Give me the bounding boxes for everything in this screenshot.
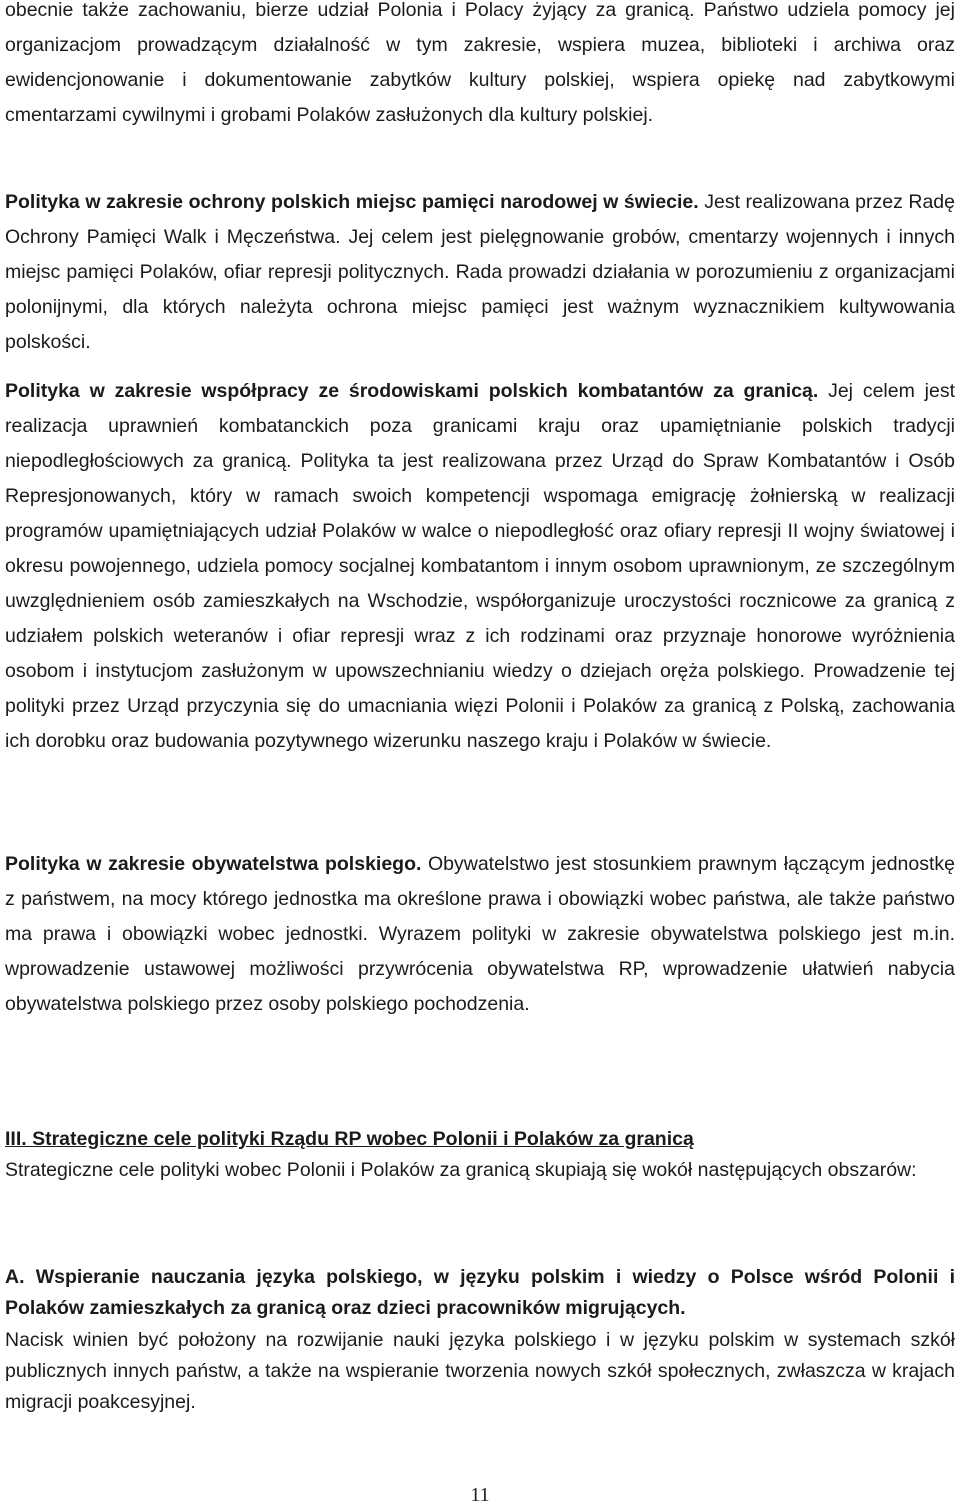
paragraph-text: Nacisk winien być położony na rozwijanie nauki języka polskiego i w języku polskim w systemach szkół publicznych innych państw, a także na wspieranie tworzenia nowych szkół społecznych, zwłaszcza w krajach migracji poakcesyjnej. [5,1329,955,1413]
paragraph-lead: Polityka w zakresie obywatelstwa polskiego. [5,853,422,875]
paragraph-memorial-sites-policy [5,185,955,360]
section-strategic-goals [5,1124,955,1186]
subsection-heading-a [5,1262,955,1324]
subsection-heading-text: A. Wspieranie nauczania języka polskiego, w języku polskim i wiedzy o Polsce wśród Polonii i Polaków zamieszkałych za granicą oraz dzieci pracowników migrujących. [5,1266,955,1319]
paragraph-language-teaching [5,1325,955,1418]
section-heading: III. Strategiczne cele polityki Rządu RP wobec Polonii i Polaków za granicą [5,1128,694,1150]
page-number: 11 [470,1484,490,1506]
paragraph-lead: Polityka w zakresie współpracy ze środowiskami polskich kombatantów za granicą. [5,380,819,402]
paragraph-lead: Polityka w zakresie ochrony polskich miejsc pamięci narodowej w świecie. [5,191,699,213]
paragraph-text: Jej celem jest realizacja uprawnień kombatanckich poza granicami kraju oraz upamiętnianie polskich tradycji niepodległościowych za granicą. Polityka ta jest realizowana przez Urząd do Spraw Kombatantów i Osób Represjonowanych, który w ramach swoich kompetencji wspomaga emigrację żołnierską w realizacji programów upamiętniających udział Polaków w walce o niepodległość oraz ofiary represji II wojny światowej i okresu powojennego, udziela pomocy socjalnej kombatantom i innym osobom uprawnionym, ze szczególnym uwzględnieniem osób zamieszkałych na Wschodzie, współorganizuje uroczystości rocznicowe za granicą z udziałem polskich weteranów i ofiar represji wraz z ich rodzinami oraz przyznaje honorowe wyróżnienia osobom i instytucjom zasłużonym w upowszechnianiu wiedzy o dziejach oręża polskiego. Prowadzenie tej polityki przez Urząd przyczynia się do umacniania więzi Polonii i Polaków za granicą z Polską, zachowania ich dorobku oraz budowania pozytywnego wizerunku naszego kraju i Polaków w świecie. [5,380,955,752]
paragraph-citizenship-policy [5,847,955,1022]
paragraph-text: Jest realizowana przez Radę Ochrony Pamięci Walk i Męczeństwa. Jej celem jest pielęgnowanie grobów, cmentarzy wojennych i innych miejsc pamięci Polaków, ofiar represji politycznych. Rada prowadzi działania w porozumieniu z organizacjami polonijnymi, dla których należyta ochrona miejsc pamięci jest ważnym wyznacznikiem kultywowania polskości. [5,191,955,353]
paragraph-text: obecnie także zachowaniu, bierze udział Polonia i Polacy żyjący za granicą. Państwo udziela pomocy jej organizacjom prowadzącym działalność w tym zakresie, wspiera muzea, biblioteki i archiwa oraz ewidencjonowanie i dokumentowanie zabytków kultury polskiej, wspiera opiekę nad zabytkowymi cmentarzami cywilnymi i grobami Polaków zasłużonych dla kultury polskiej. [5,0,955,126]
section-intro-text: Strategiczne cele polityki wobec Polonii i Polaków za granicą skupiają się wokół następujących obszarów: [5,1159,917,1181]
paragraph-cultural-heritage [5,0,955,133]
paragraph-text: Obywatelstwo jest stosunkiem prawnym łączącym jednostkę z państwem, na mocy którego jednostka ma określone prawa i obowiązki wobec państwa, ale także państwo ma prawa i obowiązki wobec jednostki. Wyrazem polityki w zakresie obywatelstwa polskiego jest m.in. wprowadzenie ustawowej możliwości przywrócenia obywatelstwa RP, wprowadzenie ułatwień nabycia obywatelstwa polskiego przez osoby polskiego pochodzenia. [5,853,956,1015]
paragraph-veterans-policy [5,374,955,759]
